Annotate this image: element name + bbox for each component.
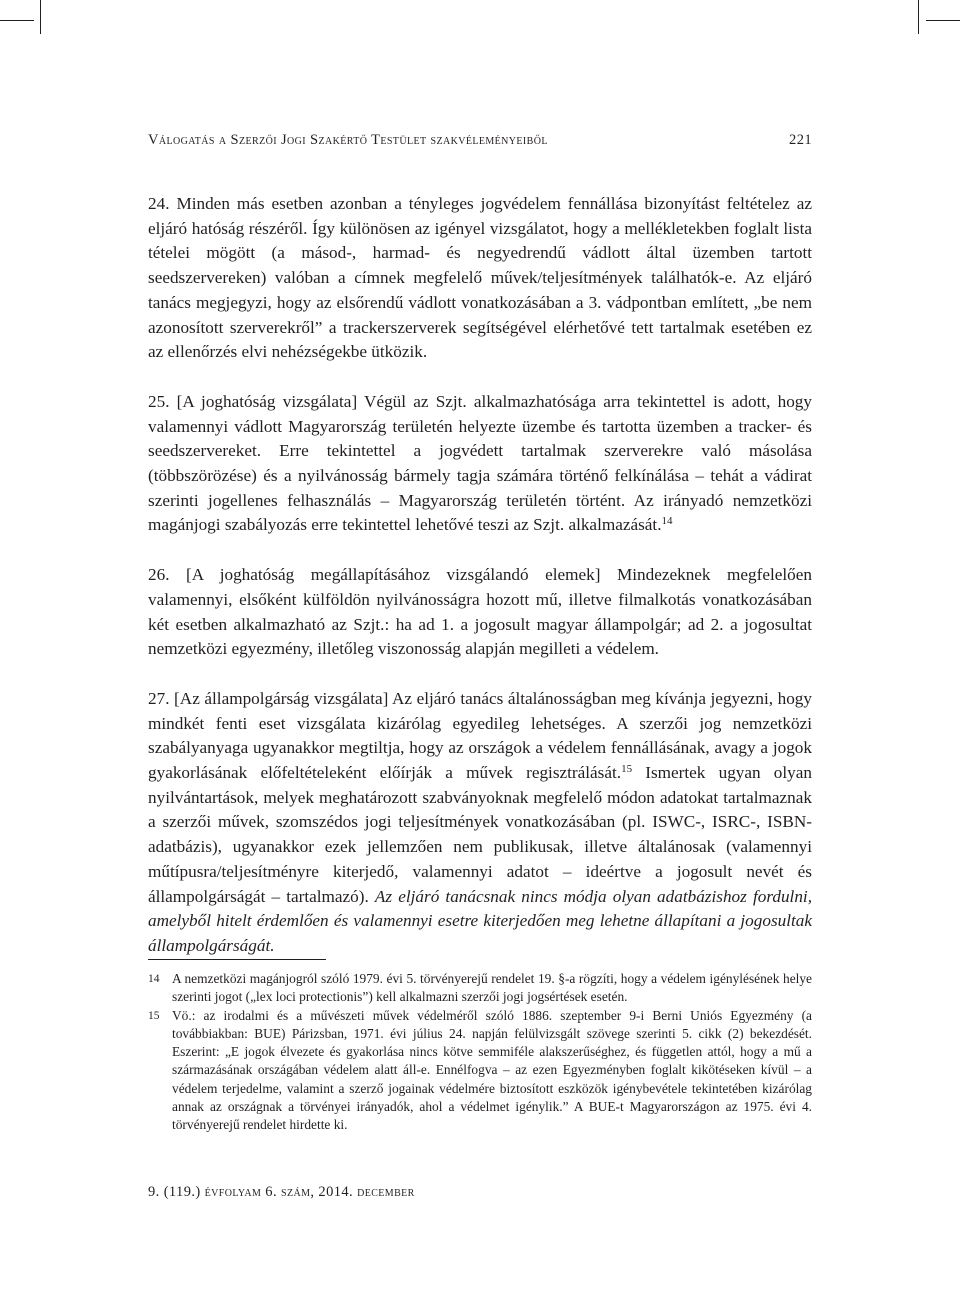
footnote-text: A nemzetközi magánjogról szóló 1979. évi 5. törvényerejű rendelet 19. §-a rögzíti, hogy a védelem igénylésének helye szerinti jogot („lex loci protectionis”) kell alkalmazni szerzői jogi jogsértések esetén. — [172, 971, 812, 1005]
crop-mark-top-right — [918, 0, 919, 34]
running-head — [148, 132, 812, 149]
paragraph-26 — [148, 563, 812, 662]
footnote-text: Vö.: az irodalmi és a művészeti művek védelméről szóló 1886. szeptember 9-i Berni Uniós Egyezmény (a továbbiakban: BUE) Párizsban, 1971. évi július 24. napján felülvizsgált szövege szerinti 5. cikk (2) bekezdését. Eszerint: „E jogok élvezete és gyakorlása nincs kötve semmiféle alakszerűséghez, és független attól, hogy a mű a származásának országában védelem alatt áll-e. Ennélfogva – az ezen Egyezményben foglalt kikötéseken kívül – a védelem terjedelme, valamint a szerző jogainak védelmére biztosított eszközök igénybevétele tekintetében kizárólag annak az országnak a törvényei irányadók, ahol a védelmet igénylik.” A BUE-t Magyarországon az 1975. évi 4. törvényerejű rendelet hirdette ki. — [172, 1007, 812, 1133]
footnote-number: 14 — [148, 973, 160, 985]
paragraph-25 — [148, 390, 812, 538]
paragraph-27 — [148, 687, 812, 959]
crop-mark-top-left-horizontal — [0, 20, 34, 21]
paragraph-text-continued: Ismertek ugyan olyan nyilvántartások, melyek meghatározott szabványoknak megfelelő módon adatokat tartalmaznak a szerzői művek, szomszédos jogi teljesítmények vonatkozásában (pl. ISWC-, ISRC-, ISBN-adatbázis), ugyanakkor ezek jellemzően nem publikusak, illetve általánosak (valamennyi műtípusra/teljesítményre kiterjedő, valamennyi adatot – ideértve a jogosult nevét és állampolgárságát – tartalmazó). — [148, 763, 812, 906]
footnote-14 — [148, 970, 812, 1007]
footnote-15 — [148, 1007, 812, 1135]
paragraph-text: 24. Minden más esetben azonban a tényleges jogvédelem fennállása bizonyítást feltételez az eljáró hatóság részéről. Így különösen az igényel vizsgálatot, hogy a mellékletekben foglalt lista tételei mögött (a másod-, harmad- és negyedrendű vádlott által üzemben tartott seedszervereken) valóban a címnek megfelelő művek/teljesítmények találhatók-e. Az eljáró tanács megjegyzi, hogy az elsőrendű vádlott vonatkozásában a 3. vádpontban említett, „be nem azonosított szerverekről” a trackerszerverek segítségével elérhetővé tett tartalmak esetében ez az ellenőrzés elvi nehézségekbe ütközik. — [148, 194, 812, 362]
footnote-ref-14[interactable]: 14 — [661, 515, 673, 528]
running-head-title: Válogatás a Szerzői Jogi Szakértő Testület szakvéleményeiből — [148, 132, 548, 148]
footnote-number: 15 — [148, 1009, 160, 1022]
paragraph-italic-text: Az eljáró tanácsnak nincs módja olyan adatbázishoz fordulni, amelyből hitelt érdemlően és valamennyi esetre kiterjedően meg lehetne állapítani a jogosultak állampolgárságát. — [148, 886, 812, 955]
footnote-divider — [148, 959, 326, 960]
page-footer: 9. (119.) évfolyam 6. szám, 2014. december — [148, 1184, 415, 1200]
main-text — [148, 192, 812, 984]
crop-mark-top-right-horizontal — [926, 20, 960, 21]
crop-mark-top-left — [40, 0, 41, 34]
paragraph-text: 27. [Az állampolgárság vizsgálata] Az eljáró tanács általánosságban meg kívánja jegyezni, hogy mindkét fenti eset vizsgálata kizárólag egyedileg lehetséges. A szerzői jog nemzetközi szabályanyaga ugyanakkor megtiltja, hogy az országok a védelem fennállásának, avagy a jogok gyakorlásának előfeltételeként előírják a művek regisztrálását. — [148, 688, 812, 783]
paragraph-text: 26. [A joghatóság megállapításához vizsgálandó elemek] Mindezeknek megfelelően valamennyi, elsőként külföldön nyilvánosságra hozott mű, illetve filmalkotás vonatkozásában két esetben alkalmazható az Szjt.: ha ad 1. a jogosult magyar állampolgár; ad 2. a jogosultat nemzetközi egyezmény, illetőleg viszonosság alapján megilleti a védelem. — [148, 565, 812, 659]
page-number: 221 — [789, 132, 812, 148]
footnotes — [148, 970, 812, 1135]
paragraph-24 — [148, 192, 812, 365]
paragraph-text: 25. [A joghatóság vizsgálata] Végül az Szjt. alkalmazhatósága arra tekintettel is adott, hogy valamennyi vádlott Magyarország területén helyezte üzembe és tartotta üzemben a tracker- és seedszervereket. Erre tekintettel a jogvédett tartalmak szerverekre való másolása (többszörözése) és a nyilvánosság bármely tagja számára történő felkínálása – tehát a vádirat szerinti jogellenes felhasználás – Magyarország területén történt. Az irányadó nemzetközi magánjogi szabályozás erre tekintettel lehetővé teszi az Szjt. alkalmazását. — [148, 391, 812, 535]
footnote-ref-15[interactable]: 15 — [621, 763, 633, 776]
